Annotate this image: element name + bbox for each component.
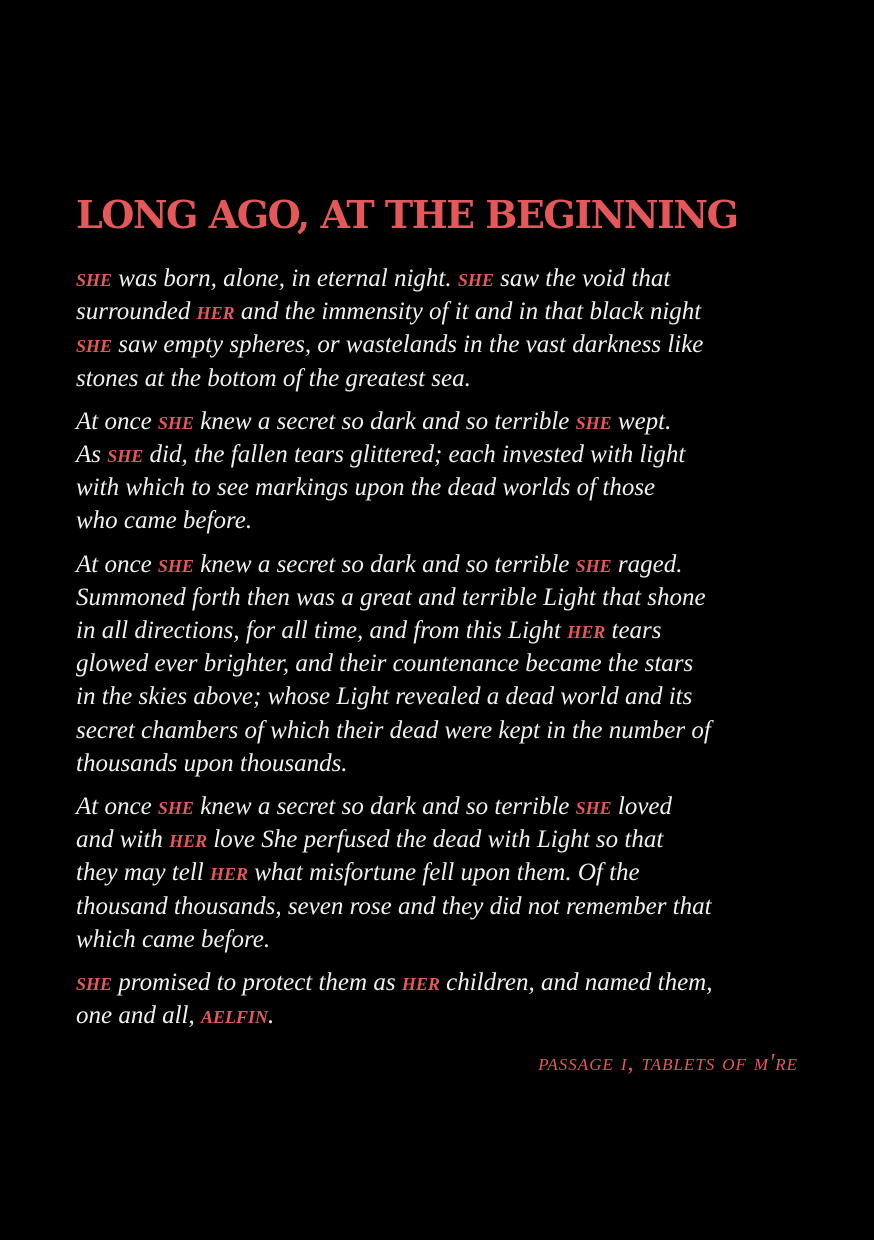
highlighted-word: she — [157, 550, 194, 578]
text-run: tears — [605, 617, 662, 645]
paragraph-line — [76, 548, 836, 581]
highlighted-word: she — [157, 407, 194, 435]
paragraph-line — [76, 890, 836, 923]
passage-body — [76, 262, 836, 1042]
highlighted-word: her — [169, 826, 208, 854]
text-run: saw the void that — [493, 265, 671, 292]
paragraph-3 — [76, 548, 836, 780]
paragraph-2 — [76, 405, 836, 538]
paragraph-4 — [76, 790, 836, 956]
highlighted-word: her — [196, 298, 235, 326]
text-run: one and all, — [76, 1002, 201, 1030]
paragraph-5 — [76, 966, 836, 1032]
page-title: LONG AGO, AT THE BEGINNING — [76, 192, 738, 237]
paragraph-line — [76, 680, 836, 713]
text-run: At once — [76, 407, 158, 435]
paragraph-line — [76, 362, 836, 395]
text-run: surrounded — [76, 298, 197, 326]
paragraph-line — [76, 647, 836, 680]
paragraph-line — [76, 614, 836, 647]
highlighted-word: her — [401, 969, 440, 997]
text-run: knew a secret so dark and so terrible — [193, 793, 576, 821]
text-run: love She perfused the dead with Light so that — [207, 826, 664, 854]
paragraph-line — [76, 262, 836, 295]
passage-citation: passage i, tablets of m're — [538, 1050, 798, 1076]
text-run: did, the fallen tears glittered; each invested with light — [143, 441, 686, 469]
text-run: promised to protect them as — [112, 969, 402, 997]
paragraph-line — [76, 999, 836, 1032]
text-run: At once — [76, 550, 158, 578]
text-run: glowed ever brighter, and their countenance became the stars — [76, 650, 694, 678]
highlighted-word: aelfin — [201, 1002, 269, 1030]
text-run: thousands upon thousands. — [76, 749, 348, 777]
paragraph-line — [76, 856, 836, 889]
text-run: thousand thousands, seven rose and they did not remember that — [76, 892, 712, 920]
text-run: children, and named them, — [439, 969, 713, 997]
highlighted-word: she — [76, 969, 113, 997]
paragraph-line — [76, 405, 836, 438]
text-run: in the skies above; whose Light revealed a dead world and its — [76, 683, 693, 711]
paragraph-line — [76, 581, 836, 614]
text-run: with which to see markings upon the dead worlds of those — [76, 474, 656, 502]
paragraph-1 — [76, 262, 836, 395]
highlighted-word: she — [76, 331, 113, 359]
text-run: who came before. — [76, 507, 253, 535]
paragraph-line — [76, 471, 836, 504]
highlighted-word: she — [76, 265, 113, 292]
text-run: they may tell — [76, 859, 210, 887]
text-run: what misfortune fell upon them. Of the — [248, 859, 640, 887]
paragraph-line — [76, 328, 836, 361]
paragraph-line — [76, 504, 836, 537]
text-run: As — [76, 441, 108, 469]
highlighted-word: she — [575, 550, 612, 578]
text-run: knew a secret so dark and so terrible — [193, 550, 576, 578]
paragraph-line — [76, 714, 836, 747]
paragraph-line — [76, 790, 836, 823]
text-run: which came before. — [76, 925, 271, 953]
text-run: secret chambers of which their dead were kept in the number of — [76, 716, 711, 744]
highlighted-word: she — [457, 265, 494, 292]
highlighted-word: she — [107, 441, 144, 469]
text-run: At once — [76, 793, 158, 821]
text-run: saw empty spheres, or wastelands in the vast darkness like — [112, 331, 704, 359]
text-run: was born, alone, in eternal night. — [112, 265, 458, 292]
paragraph-line — [76, 923, 836, 956]
paragraph-line — [76, 966, 836, 999]
paragraph-line — [76, 295, 836, 328]
text-run: raged. — [611, 550, 683, 578]
text-run: loved — [611, 793, 673, 821]
text-run: Summoned forth then was a great and terrible Light that shone — [76, 583, 706, 611]
paragraph-line — [76, 823, 836, 856]
highlighted-word: her — [567, 617, 606, 645]
highlighted-word: she — [157, 793, 194, 821]
text-run: . — [268, 1002, 275, 1030]
text-run: wept. — [611, 407, 672, 435]
text-run: knew a secret so dark and so terrible — [193, 407, 576, 435]
paragraph-line — [76, 438, 836, 471]
text-run: stones at the bottom of the greatest sea. — [76, 364, 471, 392]
text-run: and with — [76, 826, 170, 854]
paragraph-line — [76, 747, 836, 780]
text-run: in all directions, for all time, and from this Light — [76, 617, 568, 645]
highlighted-word: she — [575, 793, 612, 821]
highlighted-word: her — [209, 859, 248, 887]
highlighted-word: she — [575, 407, 612, 435]
text-run: and the immensity of it and in that black night — [234, 298, 702, 326]
